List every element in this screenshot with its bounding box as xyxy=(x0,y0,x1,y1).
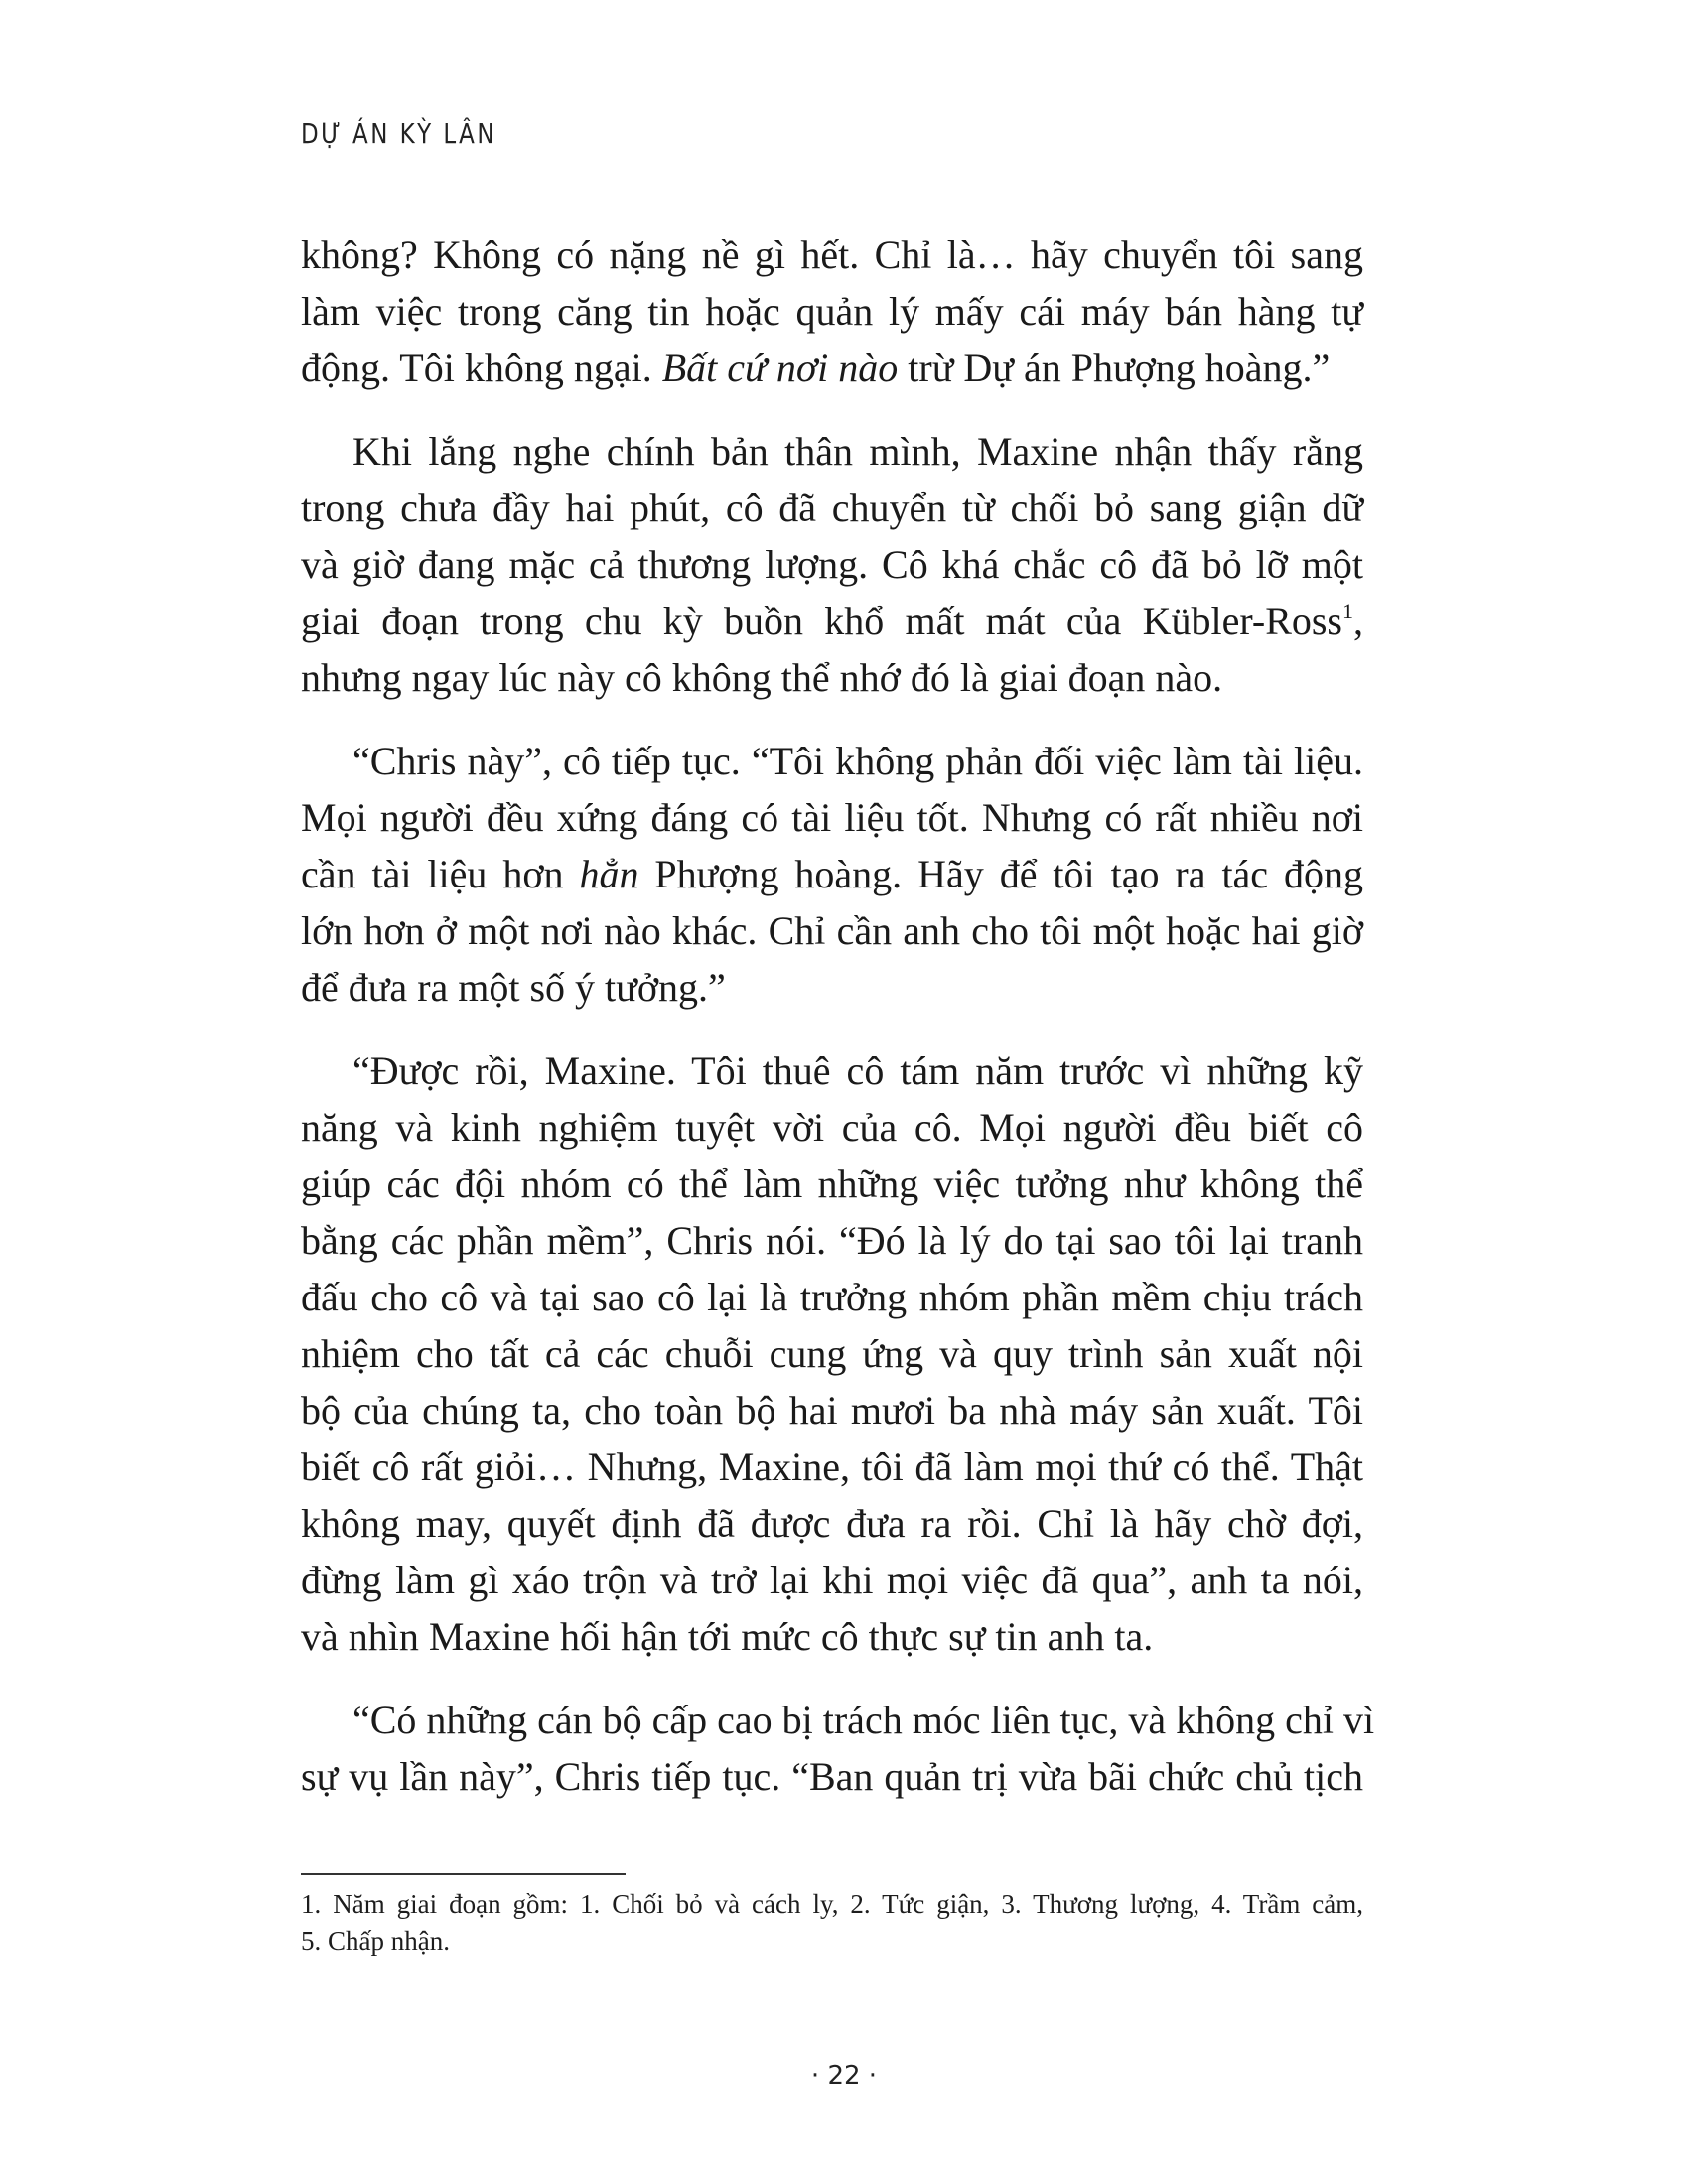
footnote xyxy=(301,1886,1363,1960)
text-line: và nhìn Maxine hối hận tới mức cô thực sự tin anh ta. xyxy=(301,1614,1154,1659)
body-text xyxy=(301,226,1375,1832)
text-line: giúp các đội nhóm có thể làm những việc tưởng như không thể xyxy=(301,1161,1363,1206)
text-line: bộ của chúng ta, cho toàn bộ hai mươi ba nhà máy sản xuất. Tôi xyxy=(301,1388,1363,1433)
paragraph xyxy=(301,733,1363,1016)
text-line: không? Không có nặng nề gì hết. Chỉ là… hãy chuyển tôi sang xyxy=(301,232,1363,277)
text-line: lớn hơn ở một nơi nào khác. Chỉ cần anh cho tôi một hoặc hai giờ xyxy=(301,908,1363,953)
text-line: không may, quyết định đã được đưa ra rồi. Chỉ là hãy chờ đợi, xyxy=(301,1501,1363,1546)
text-line: “Được rồi, Maxine. Tôi thuê cô tám năm trước vì những kỹ xyxy=(352,1048,1363,1093)
text-line: trong chưa đầy hai phút, cô đã chuyển từ chối bỏ sang giận dữ xyxy=(301,485,1363,530)
text-line: nhiệm cho tất cả các chuỗi cung ứng và quy trình sản xuất nội xyxy=(301,1331,1363,1376)
paragraph xyxy=(301,423,1363,706)
text-line: cần tài liệu hơn hẳn Phượng hoàng. Hãy để tôi tạo ra tác động xyxy=(301,852,1364,896)
text-line: động. Tôi không ngại. Bất cứ nơi nào trừ Dự án Phượng hoàng.” xyxy=(301,345,1331,390)
footnote-line: 1. Năm giai đoạn gồm: 1. Chối bỏ và cách ly, 2. Tức giận, 3. Thương lượng, 4. Trầm cảm, xyxy=(301,1889,1363,1919)
text-line: Khi lắng nghe chính bản thân mình, Maxine nhận thấy rằng xyxy=(352,429,1363,474)
paragraph xyxy=(301,1692,1375,1805)
paragraph xyxy=(301,1042,1363,1665)
footnote-line: 5. Chấp nhận. xyxy=(301,1926,450,1956)
text-line: biết cô rất giỏi… Nhưng, Maxine, tôi đã làm mọi thứ có thể. Thật xyxy=(301,1444,1363,1489)
text-line: để đưa ra một số ý tưởng.” xyxy=(301,965,726,1010)
italic-emphasis: hẳn xyxy=(579,852,639,896)
text-line: đấu cho cô và tại sao cô lại là trưởng nhóm phần mềm chịu trách xyxy=(301,1275,1363,1319)
text-line: sự vụ lần này”, Chris tiếp tục. “Ban quản trị vừa bãi chức chủ tịch xyxy=(301,1754,1363,1799)
text-line: “Chris này”, cô tiếp tục. “Tôi không phản đối việc làm tài liệu. xyxy=(352,739,1363,783)
page-number: · 22 · xyxy=(810,2061,878,2091)
running-head: DỰ ÁN KỲ LÂN xyxy=(301,117,496,150)
text-line: bằng các phần mềm”, Chris nói. “Đó là lý do tại sao tôi lại tranh xyxy=(301,1218,1363,1263)
footnote-separator xyxy=(301,1873,626,1875)
text-line: đừng làm gì xáo trộn và trở lại khi mọi việc đã qua”, anh ta nói, xyxy=(301,1558,1363,1602)
text-line: năng và kinh nghiệm tuyệt vời của cô. Mọi người đều biết cô xyxy=(301,1105,1363,1150)
text-line: giai đoạn trong chu kỳ buồn khổ mất mát của Kübler-Ross$^1$, xyxy=(301,599,1363,643)
text-line: nhưng ngay lúc này cô không thể nhớ đó là giai đoạn nào. xyxy=(301,655,1223,700)
italic-emphasis: Bất cứ nơi nào xyxy=(661,345,899,390)
paragraph xyxy=(301,226,1363,396)
text-line: làm việc trong căng tin hoặc quản lý mấy cái máy bán hàng tự xyxy=(301,289,1363,334)
text-line: Mọi người đều xứng đáng có tài liệu tốt. Nhưng có rất nhiều nơi xyxy=(301,795,1363,840)
text-line: “Có những cán bộ cấp cao bị trách móc liên tục, và không chỉ vì xyxy=(352,1698,1375,1742)
footnote-reference[interactable]: 1 xyxy=(1342,599,1353,623)
text-line: và giờ đang mặc cả thương lượng. Cô khá chắc cô đã bỏ lỡ một xyxy=(301,542,1363,587)
